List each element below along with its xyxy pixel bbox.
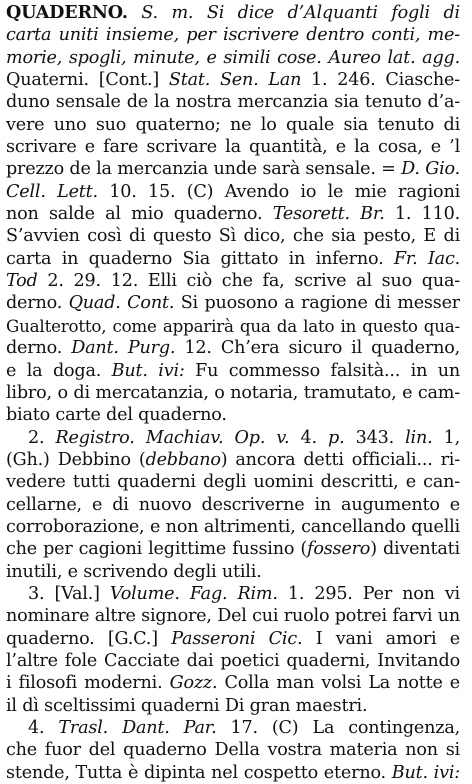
entry-line	[6, 114, 460, 136]
italic-text: D. Gio.	[401, 159, 460, 180]
text-run: (Gh.) Debbino (	[6, 449, 146, 470]
italic-text: S. m. Si dice d’Alquanti fogli di	[127, 3, 460, 23]
text-run: 343.	[344, 427, 406, 448]
dictionary-entry-quaderno	[6, 2, 460, 784]
text-run: Colla man volsi La notte e	[217, 673, 460, 694]
entry-line	[6, 561, 460, 583]
entry-line	[6, 650, 460, 672]
text-run: corroborazione, e non altrimenti, cancellando quelli	[6, 516, 460, 537]
entry-line	[6, 628, 460, 650]
italic-text: Stat. Sen. Lan	[168, 70, 302, 91]
text-run: i filosofi moderni.	[6, 673, 170, 694]
italic-text: Gozz.	[169, 673, 218, 694]
text-run: derno.	[6, 338, 72, 359]
text-run: Gualterotto, come apparirà qua da lato in questo qua-	[6, 315, 460, 336]
text-run: 2. 29. 12. Elli ciò che fa, scrive al suo qua-	[37, 271, 460, 292]
entry-line	[6, 181, 460, 203]
entry-line	[6, 672, 460, 694]
entry-line	[6, 270, 460, 292]
text-run: nominare altre signore, Del cui ruolo potrei farvi un	[6, 606, 460, 627]
entry-line	[6, 717, 460, 739]
entry-section-sense-4	[6, 717, 460, 784]
headword: QUADERNO.	[6, 2, 128, 23]
text-run: 1. 246. Ciasche-	[301, 70, 460, 91]
italic-text: debbano	[145, 449, 221, 470]
italic-text: carta uniti insieme, per iscrivere dentro conti, me-	[6, 25, 460, 46]
text-run: scrivare e fare scrivare la quantità, e la cosa, e ’l	[6, 137, 460, 158]
entry-line	[6, 583, 460, 605]
text-run: stende, Tutta è dipinta nel cospetto eterno.	[6, 762, 392, 783]
text-run: vere uno suo quaterno; ne lo quale sia tenuto di	[6, 114, 460, 135]
italic-text: Volume. Fag. Rim.	[109, 583, 278, 604]
italic-text: Cell. Lett.	[6, 181, 98, 202]
text-run: che fuor del quaderno Della vostra materia non si	[6, 740, 460, 761]
italic-text: Tod	[6, 271, 38, 292]
entry-line	[6, 292, 460, 314]
text-run: e la doga.	[6, 360, 112, 381]
entry-line	[6, 449, 460, 471]
italic-text: But. ivi:	[391, 762, 460, 783]
text-run: che per cagioni legittime fussino (	[6, 539, 308, 560]
italic-text: Quad. Cont.	[68, 293, 175, 314]
entry-line	[6, 471, 460, 493]
entry-line	[6, 382, 460, 404]
text-run: 4.	[28, 718, 59, 738]
text-run: 3. [Val.]	[28, 583, 110, 604]
entry-section-sense-2	[6, 427, 460, 583]
entry-line	[6, 91, 460, 113]
italic-text: Tesorett. Br.	[272, 204, 385, 225]
text-run: Si puosono a ragione di messer	[174, 293, 460, 314]
italic-text: Fr. Iac.	[393, 248, 460, 269]
entry-line	[6, 739, 460, 761]
text-run: inutili, e scrivendo degli utili.	[6, 561, 262, 582]
entry-line	[6, 427, 460, 449]
italic-text: Trasl. Dant. Par.	[58, 718, 217, 738]
text-run: 1,	[432, 427, 460, 448]
text-run: 2.	[28, 427, 56, 448]
text-run: Fu commesso falsità... in un	[184, 360, 460, 381]
text-run: 4.	[289, 427, 329, 448]
text-run: Quaterni. [Cont.]	[6, 70, 169, 91]
text-run: l’altre fole Cacciate dai poetici quaderni, Invitando	[6, 650, 460, 671]
text-run: quaderno. [G.C.]	[6, 628, 172, 649]
entry-line	[6, 695, 460, 717]
entry-line	[6, 2, 460, 24]
text-run: libro, o di mercatanzia, o notaria, tramutato, e cam-	[6, 382, 460, 403]
text-run: duno sensale de la nostra mercanzia sia tenuto d’a-	[6, 92, 460, 113]
text-run: 12. Ch’era sicuro il quaderno,	[175, 338, 460, 359]
text-run: ) ancora detti officiali... ri-	[220, 449, 460, 470]
italic-text: fossero	[307, 539, 371, 560]
text-run: 1. 110.	[384, 204, 460, 225]
italic-text: Registro. Machiav. Op. v.	[55, 427, 290, 448]
italic-text: p.	[328, 427, 345, 448]
entry-line	[6, 315, 460, 337]
entry-line	[6, 605, 460, 627]
entry-line	[6, 762, 460, 784]
text-run: prezzo de la mercanzia unde sarà sensale. =	[6, 159, 402, 180]
italic-text: lin.	[405, 427, 433, 448]
text-run: biato carte del quaderno.	[6, 405, 227, 426]
entry-line	[6, 337, 460, 359]
italic-text: Passeroni Cic.	[171, 628, 303, 649]
entry-section-sense-3	[6, 583, 460, 717]
entry-line	[6, 136, 460, 158]
entry-line	[6, 225, 460, 247]
text-run: cellarne, e di nuovo descriverne in augumento e	[6, 494, 460, 515]
text-run: derno.	[6, 293, 69, 314]
text-run: 17. (C) La contingenza,	[216, 718, 460, 738]
italic-text: But. ivi:	[111, 360, 185, 381]
text-run: ) diventati	[370, 539, 460, 560]
entry-line	[6, 248, 460, 270]
text-run: S’avvien così di questo Sì dico, che sia pesto, E di	[6, 226, 460, 247]
entry-line	[6, 360, 460, 382]
text-run: vedere tutti quaderni degli uomini descritti, e can-	[6, 472, 460, 493]
entry-line	[6, 24, 460, 46]
entry-line	[6, 158, 460, 180]
text-run: 1. 295. Per non vi	[277, 583, 460, 604]
entry-line	[6, 69, 460, 91]
entry-section-sense-1	[6, 2, 460, 427]
entry-line	[6, 538, 460, 560]
entry-line	[6, 203, 460, 225]
entry-line	[6, 47, 460, 69]
text-run: I vani amori e	[302, 628, 460, 649]
entry-line	[6, 404, 460, 426]
text-run: 10. 15. (C) Avendo io le mie ragioni	[97, 181, 460, 202]
text-run: il dì sceltissimi quaderni Di gran maestri.	[6, 695, 368, 716]
italic-text: morie, spogli, minute, e simili cose. Aureo lat. agg.	[6, 47, 460, 68]
entry-line	[6, 494, 460, 516]
text-run: non salde al mio quaderno.	[6, 204, 273, 225]
italic-text: Dant. Purg.	[71, 338, 176, 359]
text-run: carta in quaderno Sia gittato in inferno.	[6, 248, 394, 269]
entry-line	[6, 516, 460, 538]
